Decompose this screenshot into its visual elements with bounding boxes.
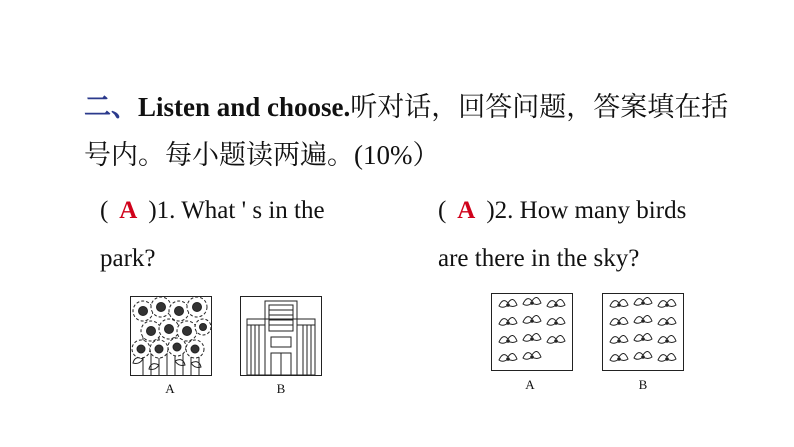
question-2-prompt: )2. How many birds [486, 197, 687, 224]
section-instruction-line2: 号内。每小题读两遍。(10%） [84, 140, 440, 170]
q1-option-a-label: A [165, 381, 175, 396]
birds-icon [492, 294, 572, 370]
question-1-prompt: )1. What ' s in the [148, 197, 325, 224]
section-heading [84, 88, 728, 126]
section-title-en: Listen and choose. [138, 92, 351, 122]
question-2-answer: A [457, 197, 476, 224]
building-icon [241, 297, 321, 375]
question-1-line2: park? [100, 245, 156, 272]
section-number: 二、 [84, 92, 138, 122]
question-1-line1 [100, 188, 325, 234]
q1-option-b-label: B [276, 381, 286, 396]
question-2-line2: are there in the sky? [438, 245, 640, 272]
q2-option-b-label: B [638, 377, 648, 392]
q1-option-b-picture[interactable] [240, 296, 322, 376]
section-instruction-line1: 听对话，回答问题，答案填在括 [350, 92, 729, 122]
q2-option-b-picture[interactable] [602, 293, 684, 371]
sunflowers-icon [131, 297, 211, 375]
question-2-paren: ( [438, 197, 447, 224]
q1-option-a-picture[interactable] [130, 296, 212, 376]
question-1-paren: ( [100, 197, 109, 224]
question-2-line1 [438, 188, 686, 234]
q2-option-a-picture[interactable] [491, 293, 573, 371]
question-1-answer: A [119, 197, 138, 224]
birds-icon [603, 294, 683, 370]
q2-option-a-label: A [525, 377, 535, 392]
